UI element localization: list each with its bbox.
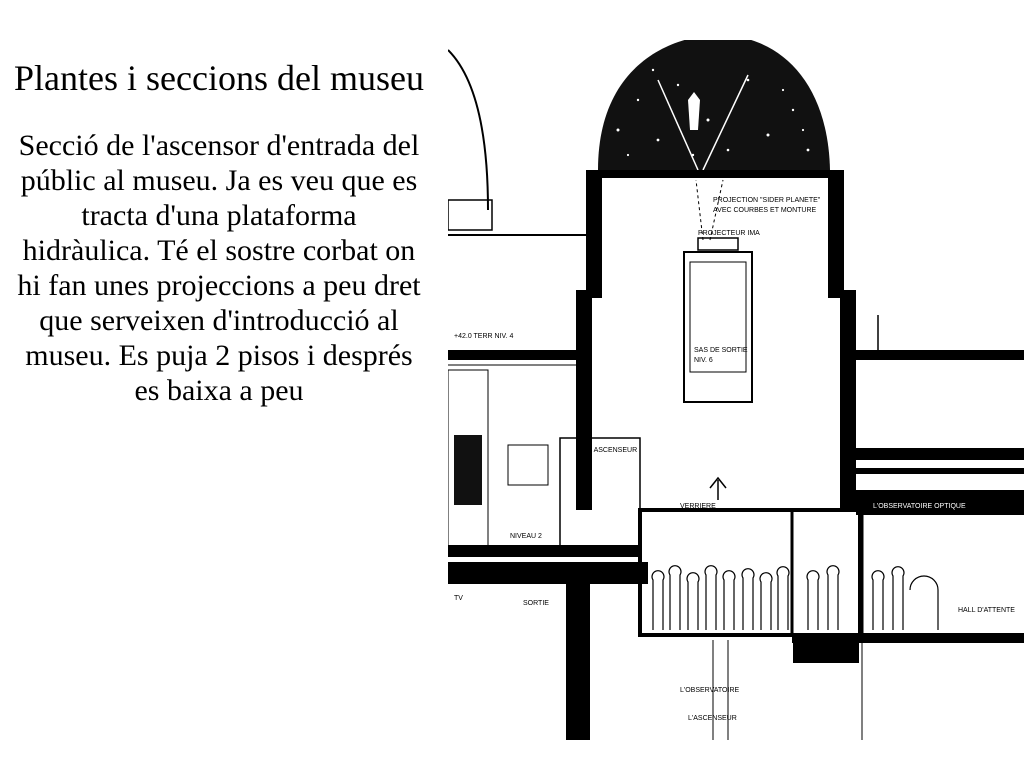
sas-ascenseur-box (560, 438, 640, 548)
shaft-ledge-left (576, 290, 602, 298)
left-mural (454, 435, 482, 505)
floor-gallery (792, 633, 1024, 643)
label-tv: TV (454, 595, 463, 602)
floor-left-mid (448, 545, 638, 557)
projector-box (698, 238, 738, 250)
dome-figure (688, 92, 700, 130)
gallery-people (652, 566, 938, 630)
label-level-left: +42.0 TERR NIV. 4 (454, 333, 514, 340)
shaft-wall-right-lower (840, 295, 856, 510)
floor-left-low (448, 562, 648, 584)
left-dome-base (448, 200, 492, 230)
shaft-wall-left (586, 175, 602, 295)
label-sas-ascenseur: SAS ASCENSEUR (578, 447, 638, 454)
up-arrow (710, 478, 726, 500)
shaft-ledge-right (828, 290, 856, 298)
label-projector: PROJECTEUR IMA (698, 230, 760, 237)
label-niveau: NIVEAU 2 (510, 533, 542, 540)
shaft-ceiling (586, 170, 844, 178)
label-sortie: SORTIE (523, 600, 549, 607)
shaft-wall-right (828, 175, 844, 295)
label-observatoire: L'OBSERVATOIRE (680, 687, 740, 694)
slide-title: Plantes i seccions del museu (14, 58, 424, 98)
floor-right-mid (856, 448, 1024, 460)
text-column (14, 56, 424, 408)
label-observatoire-optique: L'OBSERVATOIRE OPTIQUE (873, 503, 966, 510)
label-sas-sortie: SAS DE SORTIE (694, 347, 748, 354)
label-ascenseur: L'ASCENSEUR (688, 715, 737, 722)
label-projection-sub: AVEC COURBES ET MONTURE (713, 207, 817, 214)
museum-section-drawing (448, 40, 1024, 740)
label-projection: PROJECTION "SIDER PLANETE" (713, 197, 821, 204)
floor-right-upper (856, 350, 1024, 360)
shaft-wall-left-lower (576, 295, 592, 510)
left-dome-outline (448, 50, 488, 210)
sas-sortie-box (684, 252, 752, 402)
slide-body: Secció de l'ascensor d'entrada del públic al museu. Ja es veu que es tracta d'una plataforma hidràulica. Té el sostre corbat on hi fan unes projeccions a peu dret que serveixen d'introducció al museu. Es puja 2 pisos i després es baixa a peu (17, 129, 421, 407)
label-verriere: VERRIERE (680, 503, 716, 510)
label-hall: HALL D'ATTENTE (958, 607, 1015, 614)
label-sas-sortie-niv: NIV. 6 (694, 357, 713, 364)
starry-dome (598, 40, 830, 170)
floor-left-upper (448, 350, 576, 360)
